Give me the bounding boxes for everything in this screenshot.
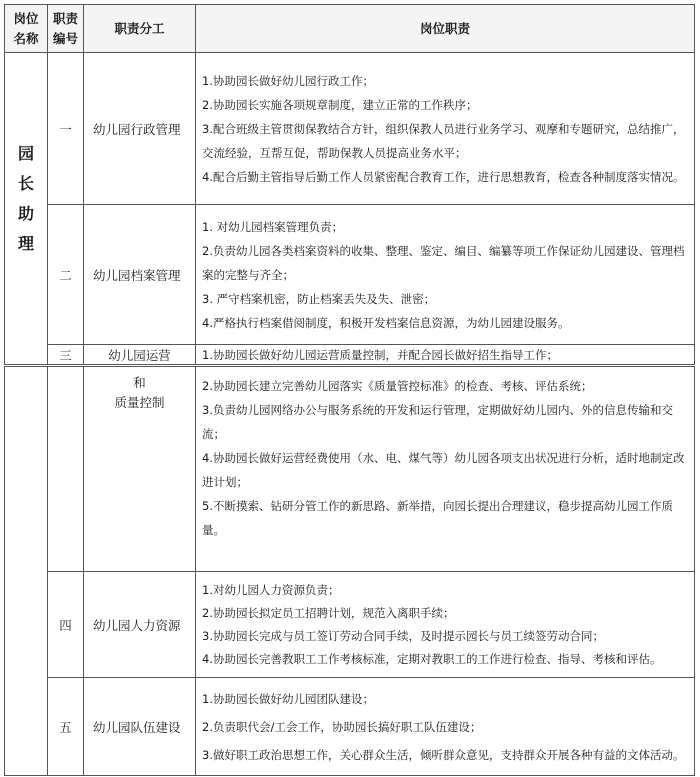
- duty-division: 幼儿园人力资源: [84, 572, 196, 678]
- list-item: 4.协助园长完善教职工工作考核标准，定期对教职工的工作进行检查、指导、考核和评估。: [202, 652, 662, 666]
- table-row: [5, 205, 695, 345]
- list-item: 2.协助园长拟定员工招聘计划，规范入离职手续；: [202, 606, 455, 620]
- duty-division: 幼儿园队伍建设: [84, 678, 196, 776]
- table-row: [5, 572, 695, 678]
- list-item: 1.协助园长做好幼儿园运营质量控制，并配合园长做好招生指导工作；: [196, 345, 695, 365]
- list-item: 1.协助园长做好幼儿园团队建设；: [202, 692, 374, 706]
- duty-list: [196, 678, 695, 776]
- list-item: 2.负责幼儿园各类档案资料的收集、整理、鉴定、编目、编纂等项工作保证幼儿园建设、管理档案的完整与齐全；: [202, 244, 685, 282]
- list-item: 1.协助园长做好幼儿园行政工作；: [202, 74, 374, 88]
- header-duty-division: 职责分工: [84, 5, 196, 53]
- duty-division-continued: 和 质量控制: [84, 367, 196, 572]
- duty-list: [196, 53, 695, 205]
- duty-number: 二: [48, 205, 84, 345]
- responsibility-table-page-1: [4, 4, 695, 365]
- list-item: 4.严格执行档案借阅制度，积极开发档案信息资源，为幼儿园建设服务。: [202, 316, 570, 330]
- role-name-cell-continued: [5, 367, 48, 776]
- responsibility-table-page-2: [4, 366, 695, 776]
- table-header-row: [5, 5, 695, 53]
- duty-list: [196, 205, 695, 345]
- list-item: 3. 严守档案机密，防止档案丢失及失、泄密；: [202, 292, 436, 306]
- table-row: [5, 345, 695, 365]
- list-item: 3.负责幼儿园网络办公与服务系统的开发和运行管理，定期做好幼儿园内、外的信息传输和交流；: [202, 403, 673, 441]
- role-name-cell: [5, 53, 48, 365]
- duty-number: 五: [48, 678, 84, 776]
- list-item: 3.协助园长完成与员工签订劳动合同手续，及时提示园长与员工续签劳动合同；: [202, 629, 604, 643]
- header-responsibilities: 岗位职责: [196, 5, 695, 53]
- role-name: 园 长 助 理: [17, 143, 34, 253]
- list-item: 1. 对幼儿园档案管理负责；: [202, 220, 344, 234]
- list-item: 2.协助园长实施各项规章制度，建立正常的工作秩序；: [202, 98, 478, 112]
- list-item: 3.配合班级主管贯彻保教结合方针，组织保教人员进行业务学习、观摩和专题研究，总结推广，交流经验，互帮互促，帮助保教人员提高业务水平；: [202, 122, 685, 160]
- list-item: 2.协助园长建立完善幼儿园落实《质量管控标准》的检查、考核、评估系统；: [202, 379, 593, 393]
- duty-list: [196, 572, 695, 678]
- duty-number: 三: [48, 345, 84, 365]
- header-duty-number: 职责编号: [48, 5, 84, 53]
- duty-number: 一: [48, 53, 84, 205]
- duty-number-continued: [48, 367, 84, 572]
- table-row: [5, 367, 695, 572]
- table-row: [5, 678, 695, 776]
- header-role-name: 岗位名称: [5, 5, 48, 53]
- list-item: 5.不断摸索、钻研分管工作的新思路、新举措，向园长提出合理建议，稳步提高幼儿园工作质量。: [202, 499, 673, 537]
- list-item: 3.做好职工政治思想工作，关心群众生活，倾听群众意见，支持群众开展各种有益的文体活动。: [202, 748, 685, 762]
- duty-number: 四: [48, 572, 84, 678]
- list-item: 4.配合后勤主管指导后勤工作人员紧密配合教育工作，进行思想教育，检查各种制度落实情况。: [202, 170, 685, 184]
- duty-division: 幼儿园运营: [84, 345, 196, 365]
- duty-division: 幼儿园档案管理: [84, 205, 196, 345]
- duty-list: [196, 367, 695, 572]
- duty-division: 幼儿园行政管理: [84, 53, 196, 205]
- list-item: 2.负责职代会/工会工作，协助园长搞好职工队伍建设；: [202, 720, 482, 734]
- list-item: 4.协助园长做好运营经费使用（水、电、煤气等）幼儿园各项支出状况进行分析，适时地制定改进计划；: [202, 451, 685, 489]
- list-item: 1.对幼儿园人力资源负责；: [202, 583, 340, 597]
- table-row: [5, 53, 695, 205]
